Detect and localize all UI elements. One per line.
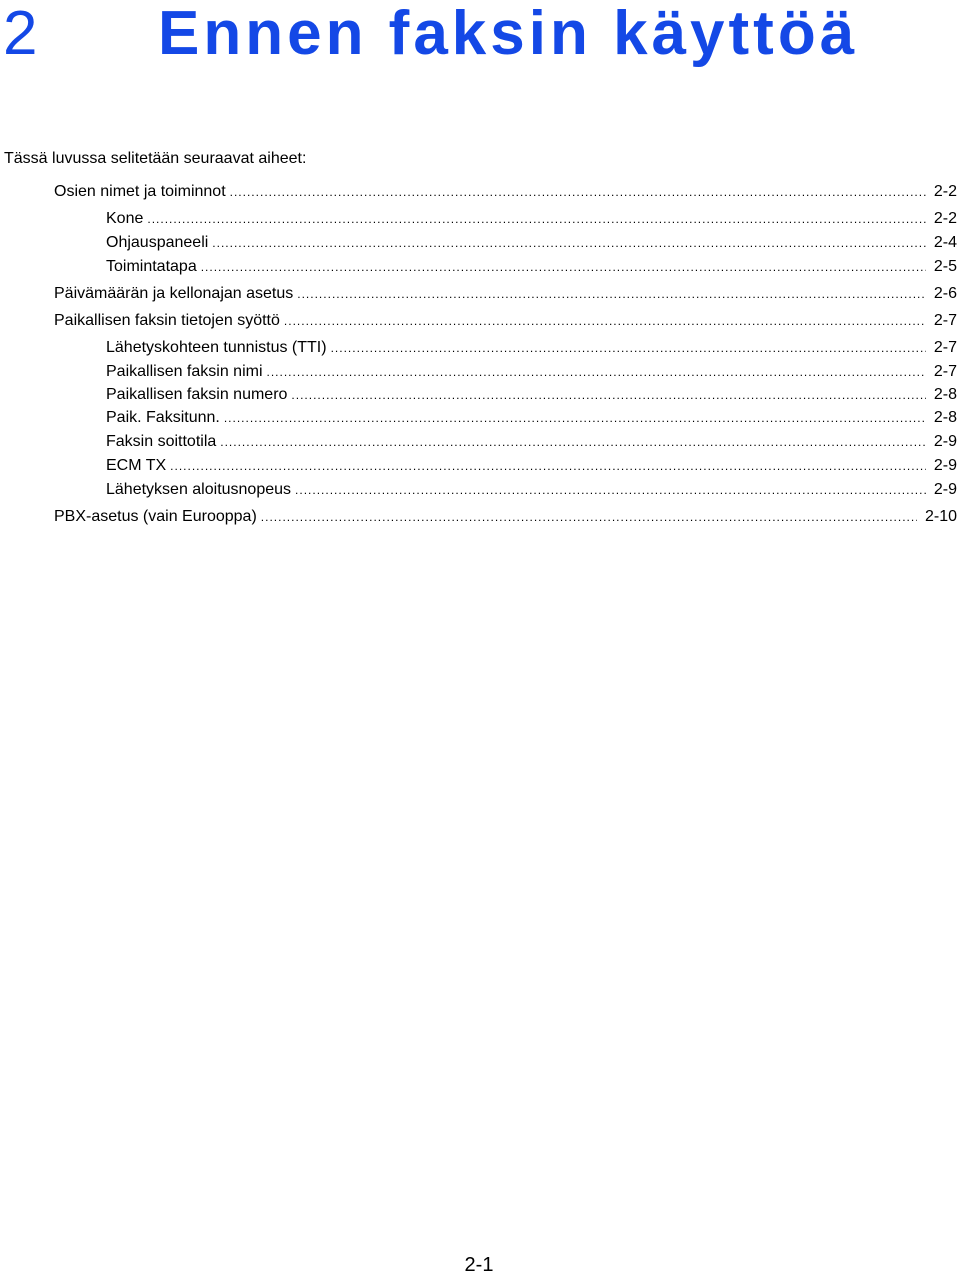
toc-entry-page: 2-8	[933, 409, 957, 426]
toc-entry-paivamaaran-asetus[interactable]	[54, 284, 957, 304]
toc-entry-page: 2-7	[933, 339, 957, 356]
toc-entry-label: Paik. Faksitunn.	[106, 409, 220, 426]
toc-entry-paikallisen-faksin-nimi[interactable]	[106, 362, 957, 382]
toc-entry-label: Päivämäärän ja kellonajan asetus	[54, 285, 294, 302]
toc-entry-page: 2-6	[933, 285, 957, 302]
toc-dot-leader	[224, 408, 926, 428]
toc-entry-paikallisen-faksin-tietojen-syotto[interactable]	[54, 311, 957, 331]
toc-entry-label: PBX-asetus (vain Eurooppa)	[54, 508, 257, 525]
toc-entry-lahetyksen-aloitusnopeus[interactable]	[106, 480, 957, 500]
toc-entry-toimintatapa[interactable]	[106, 257, 957, 277]
toc-entry-page: 2-2	[933, 210, 957, 227]
toc-entry-paikallisen-faksin-numero[interactable]	[106, 385, 957, 405]
toc-dot-leader	[212, 233, 926, 253]
toc-entry-label: Faksin soittotila	[106, 433, 217, 450]
toc-entry-page: 2-4	[933, 234, 957, 251]
toc-entry-osien-nimet[interactable]	[54, 182, 957, 202]
toc-entry-page: 2-10	[924, 508, 957, 525]
toc-entry-paik-faksitunn[interactable]	[106, 408, 957, 428]
toc-entry-page: 2-8	[933, 386, 957, 403]
toc-dot-leader	[230, 182, 926, 202]
toc-entry-ohjauspaneeli[interactable]	[106, 233, 957, 253]
toc-entry-page: 2-9	[933, 433, 957, 450]
toc-entry-page: 2-5	[933, 258, 957, 275]
toc-dot-leader	[261, 507, 917, 527]
toc-entry-kone[interactable]	[106, 209, 957, 229]
toc-dot-leader	[147, 209, 926, 229]
toc-dot-leader	[331, 338, 926, 358]
intro-text: Tässä luvussa selitetään seuraavat aiheet:	[4, 150, 307, 167]
toc-entry-page: 2-2	[933, 183, 957, 200]
toc-dot-leader	[284, 311, 926, 331]
chapter-header	[0, 0, 960, 70]
chapter-title: Ennen faksin käyttöä	[158, 0, 859, 68]
toc-entry-label: Ohjauspaneeli	[106, 234, 209, 251]
toc-entry-page: 2-9	[933, 457, 957, 474]
toc-dot-leader	[291, 385, 925, 405]
toc-dot-leader	[170, 456, 926, 476]
toc-entry-label: Lähetyskohteen tunnistus (TTI)	[106, 339, 327, 356]
toc-dot-leader	[297, 284, 926, 304]
toc-entry-pbx-asetus[interactable]	[54, 507, 957, 527]
toc-entry-label: Kone	[106, 210, 144, 227]
toc-dot-leader	[267, 362, 926, 382]
toc-entry-label: ECM TX	[106, 457, 167, 474]
toc-entry-page: 2-7	[933, 312, 957, 329]
toc-dot-leader	[201, 257, 926, 277]
toc-dot-leader	[220, 432, 926, 452]
toc-entry-label: Lähetyksen aloitusnopeus	[106, 481, 292, 498]
toc-entry-label: Paikallisen faksin tietojen syöttö	[54, 312, 280, 329]
toc-entry-label: Toimintatapa	[106, 258, 197, 275]
page-number: 2-1	[464, 1254, 494, 1276]
toc-dot-leader	[295, 480, 926, 500]
toc-entry-label: Osien nimet ja toiminnot	[54, 183, 226, 200]
toc-entry-page: 2-7	[933, 363, 957, 380]
toc-entry-faksin-soittotila[interactable]	[106, 432, 957, 452]
chapter-number: 2	[3, 0, 38, 68]
toc-entry-label: Paikallisen faksin nimi	[106, 363, 263, 380]
toc-entry-lahetyskohteen-tunnistus[interactable]	[106, 338, 957, 358]
toc-entry-label: Paikallisen faksin numero	[106, 386, 288, 403]
toc-entry-page: 2-9	[933, 481, 957, 498]
toc-entry-ecm-tx[interactable]	[106, 456, 957, 476]
